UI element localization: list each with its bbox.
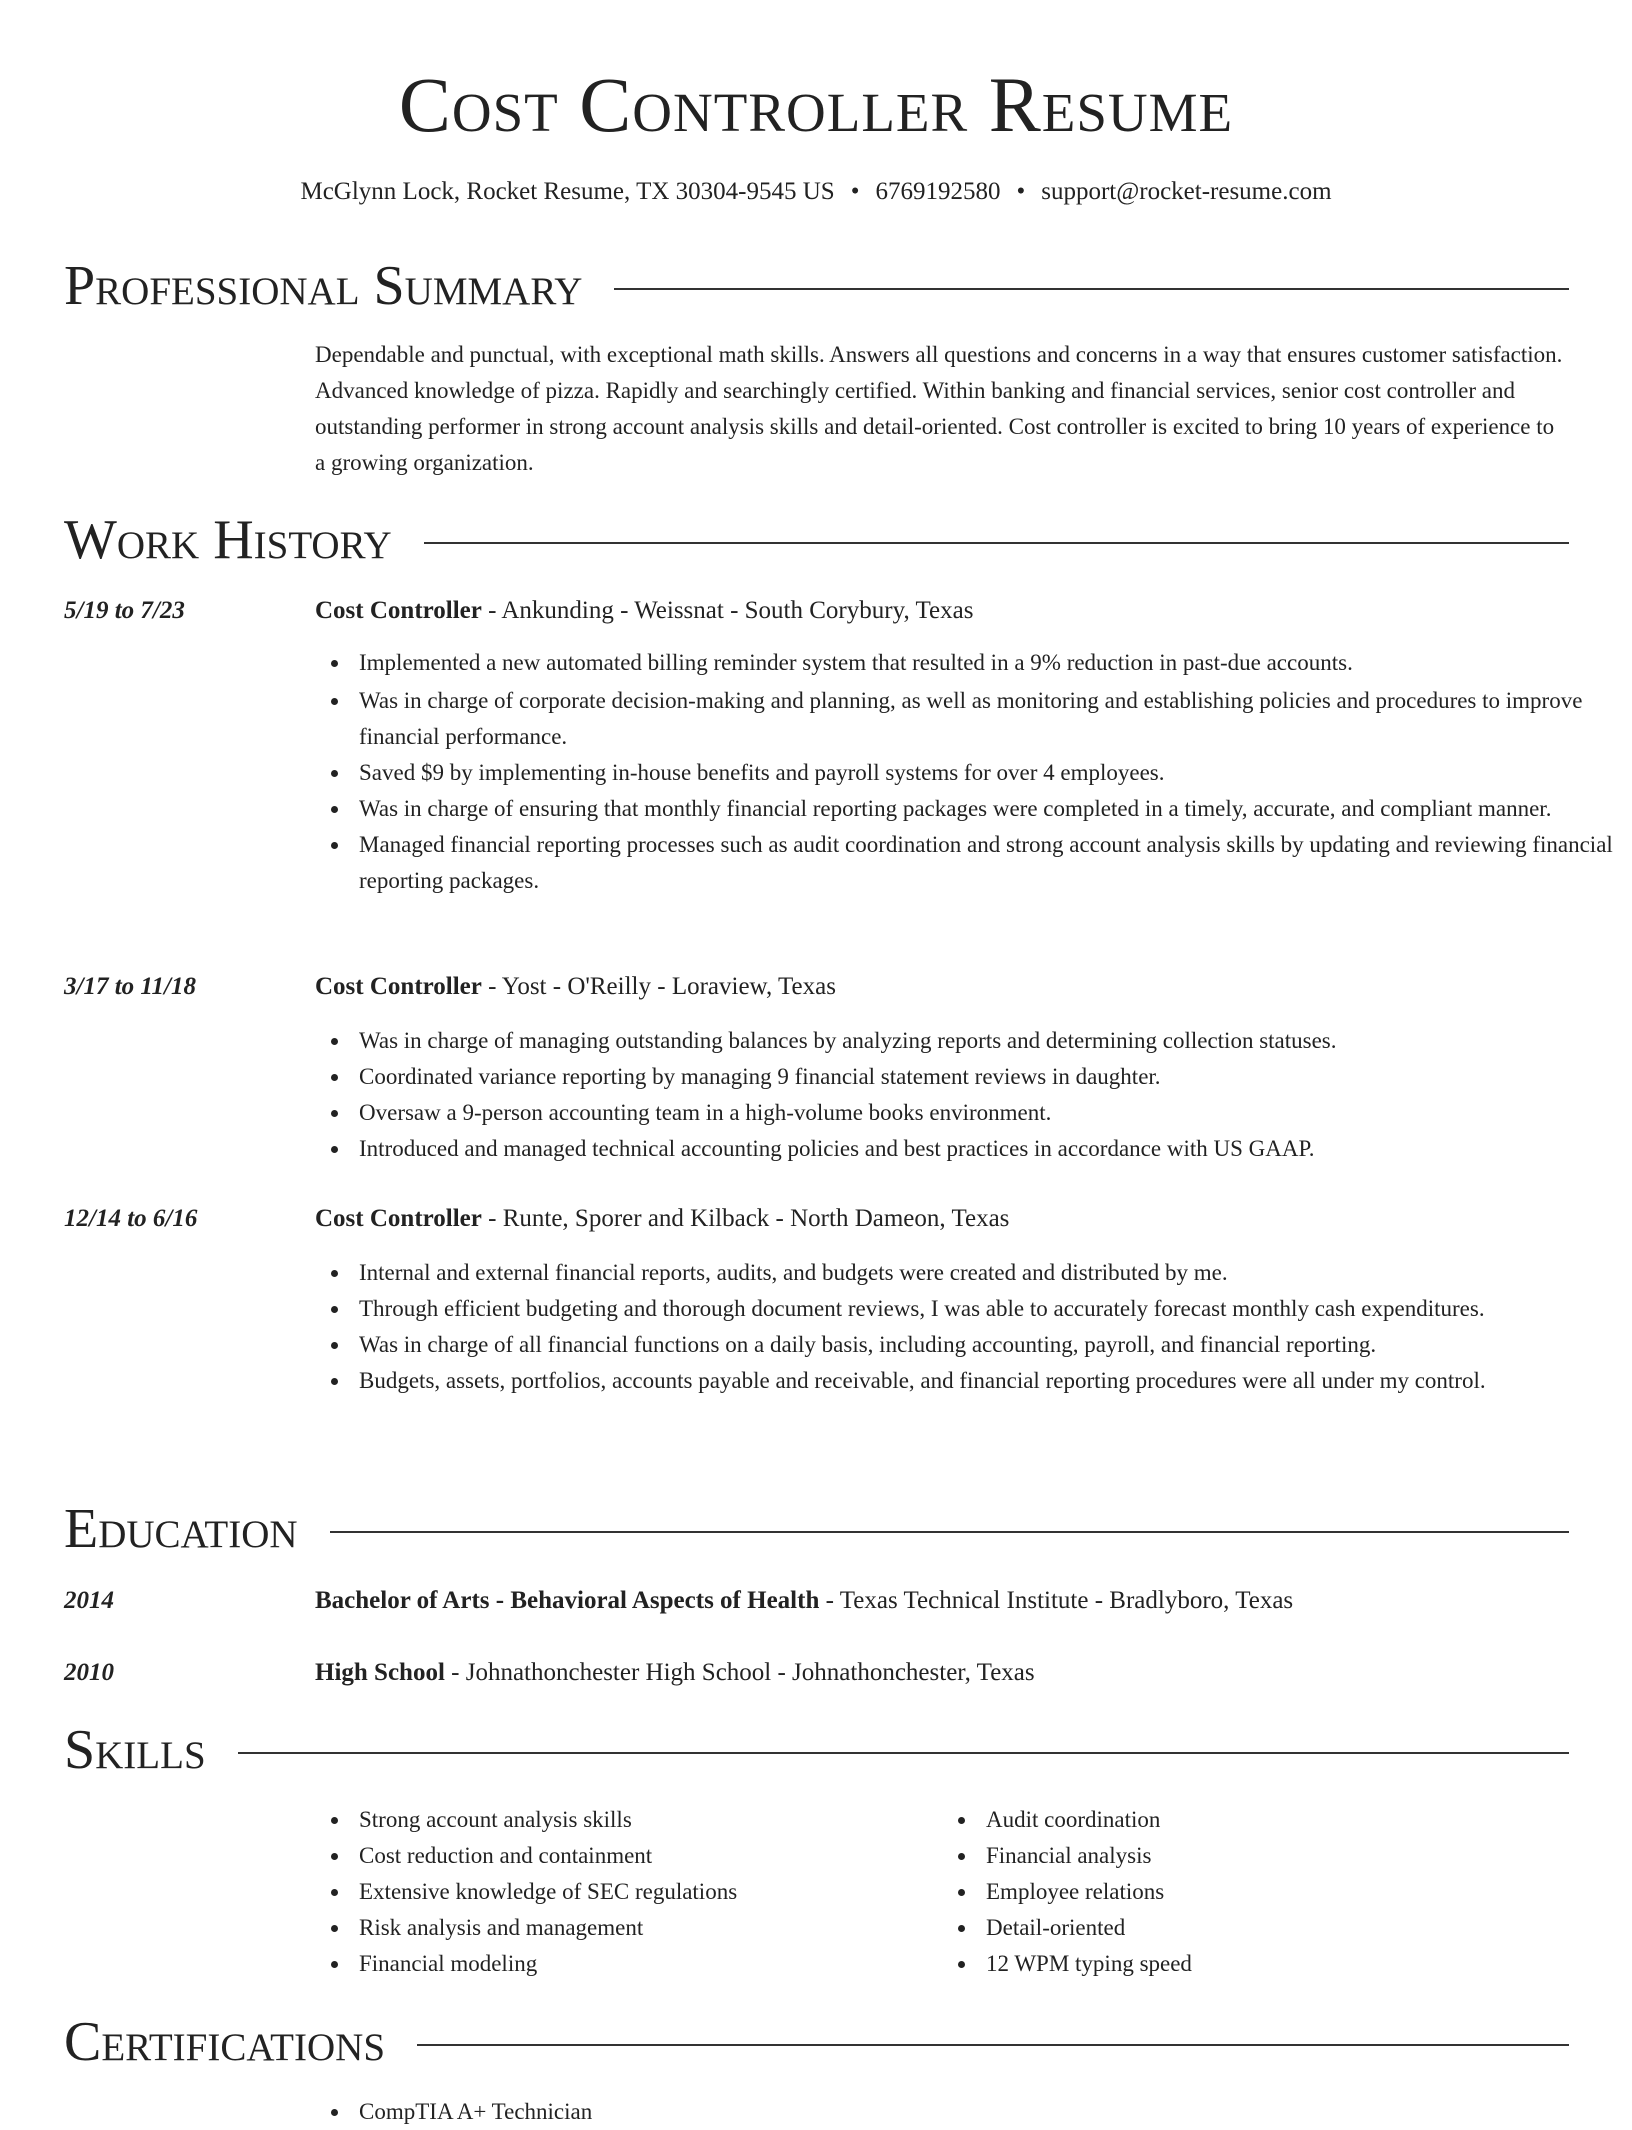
skill-item: Employee relations xyxy=(986,1874,1569,1910)
job-bullet: Was in charge of managing outstanding balances by analyzing reports and determining collection statuses. xyxy=(359,1023,1613,1059)
section-divider xyxy=(417,2044,1569,2046)
job-bullet: Was in charge of all financial functions on a daily basis, including accounting, payroll, and financial reporting. xyxy=(359,1327,1613,1363)
section-divider xyxy=(238,1752,1569,1754)
education-school: - Texas Technical Institute - Bradlyboro, Texas xyxy=(819,1587,1294,1614)
skill-item: 12 WPM typing speed xyxy=(986,1946,1569,1982)
section-title-summary: Professional Summary xyxy=(64,255,583,317)
skill-item: Audit coordination xyxy=(986,1802,1569,1838)
section-divider xyxy=(614,288,1569,290)
skill-item: Detail-oriented xyxy=(986,1910,1569,1946)
education-degree: Bachelor of Arts - Behavioral Aspects of Health xyxy=(315,1587,820,1614)
section-divider xyxy=(330,1531,1569,1533)
job-employer: - Runte, Sporer and Kilback - North Dameon, Texas xyxy=(481,1205,1010,1232)
section-header-summary xyxy=(64,254,1569,318)
section-header-certifications xyxy=(64,2010,1569,2074)
certifications-list xyxy=(315,2094,1613,2130)
job-bullet: Through efficient budgeting and thorough document reviews, I was able to accurately forecast monthly cash expenditures. xyxy=(359,1291,1613,1327)
skill-item: Financial modeling xyxy=(359,1946,942,1982)
job-dates: 12/14 to 6/16 xyxy=(64,1205,198,1232)
education-degree: High School xyxy=(315,1659,445,1686)
job-bullet: Saved $9 by implementing in-house benefits and payroll systems for over 4 employees. xyxy=(359,755,1613,791)
section-header-work-history xyxy=(64,508,1569,572)
contact-email: support@rocket-resume.com xyxy=(1041,178,1332,205)
job-bullet: Oversaw a 9-person accounting team in a high-volume books environment. xyxy=(359,1095,1613,1131)
section-title-certifications: Certifications xyxy=(64,2011,386,2073)
job-bullets xyxy=(315,1255,1613,1399)
contact-separator: • xyxy=(850,178,860,205)
job-bullet: Introduced and managed technical accounting policies and best practices in accordance with US GAAP. xyxy=(359,1131,1613,1167)
job-title: Cost Controller xyxy=(315,1205,482,1232)
skill-item: Strong account analysis skills xyxy=(359,1802,942,1838)
job-employer: - Yost - O'Reilly - Loraview, Texas xyxy=(481,973,836,1000)
section-divider xyxy=(424,542,1569,544)
skill-item: Risk analysis and management xyxy=(359,1910,942,1946)
education-year: 2014 xyxy=(64,1587,114,1614)
certification-item: CompTIA A+ Technician xyxy=(359,2094,1613,2130)
job-heading xyxy=(315,969,1569,1005)
job-employer: - Ankunding - Weissnat - South Corybury, Texas xyxy=(481,597,974,624)
skill-item: Financial analysis xyxy=(986,1838,1569,1874)
contact-phone: 6769192580 xyxy=(875,178,1001,205)
resume-title: Cost Controller Resume xyxy=(398,61,1234,148)
skills-list xyxy=(315,1802,1569,1982)
job-bullet: Internal and external financial reports, audits, and budgets were created and distributed by me. xyxy=(359,1255,1613,1291)
job-bullet: Coordinated variance reporting by managing 9 financial statement reviews in daughter. xyxy=(359,1059,1613,1095)
section-title-skills: Skills xyxy=(64,1719,206,1781)
job-title: Cost Controller xyxy=(315,597,482,624)
section-title-work-history: Work History xyxy=(64,509,392,571)
contact-address: McGlynn Lock, Rocket Resume, TX 30304-9545 US xyxy=(300,178,835,205)
section-header-education xyxy=(64,1497,1569,1561)
job-bullets xyxy=(315,1023,1613,1167)
job-bullet: Budgets, assets, portfolios, accounts payable and receivable, and financial reporting procedures were all under my control. xyxy=(359,1363,1613,1399)
skill-item: Cost reduction and containment xyxy=(359,1838,942,1874)
summary-paragraph: Dependable and punctual, with exceptional math skills. Answers all questions and concerns in a way that ensures customer satisfaction. Advanced knowledge of pizza. Rapidly and searchingly certified. Within banking and financial services, senior cost controller and outstanding performer in strong account analysis skills and detail-oriented. Cost controller is excited to bring 10 years of experience to a growing organization. xyxy=(315,342,1563,475)
job-heading xyxy=(315,593,1569,629)
skill-item: Extensive knowledge of SEC regulations xyxy=(359,1874,942,1910)
job-bullets xyxy=(315,645,1613,899)
education-year: 2010 xyxy=(64,1659,114,1686)
job-bullet: Implemented a new automated billing reminder system that resulted in a 9% reduction in past-due accounts. xyxy=(359,645,1613,681)
job-title: Cost Controller xyxy=(315,973,482,1000)
job-bullet: Managed financial reporting processes such as audit coordination and strong account analysis skills by updating and reviewing financial reporting packages. xyxy=(359,827,1613,899)
section-header-skills xyxy=(64,1718,1569,1782)
education-heading xyxy=(315,1655,1569,1691)
contact-separator: • xyxy=(1016,178,1026,205)
skills-column-right xyxy=(942,1802,1569,1982)
education-heading xyxy=(315,1583,1569,1619)
job-dates: 5/19 to 7/23 xyxy=(64,597,185,624)
job-heading xyxy=(315,1201,1569,1237)
skills-column-left xyxy=(315,1802,942,1982)
job-bullet: Was in charge of corporate decision-making and planning, as well as monitoring and establishing policies and procedures to improve financial performance. xyxy=(359,683,1613,755)
contact-line xyxy=(0,175,1632,209)
section-title-education: Education xyxy=(64,1498,298,1560)
education-school: - Johnathonchester High School - Johnathonchester, Texas xyxy=(444,1659,1035,1686)
job-bullet: Was in charge of ensuring that monthly financial reporting packages were completed in a timely, accurate, and compliant manner. xyxy=(359,791,1613,827)
job-dates: 3/17 to 11/18 xyxy=(64,973,196,1000)
